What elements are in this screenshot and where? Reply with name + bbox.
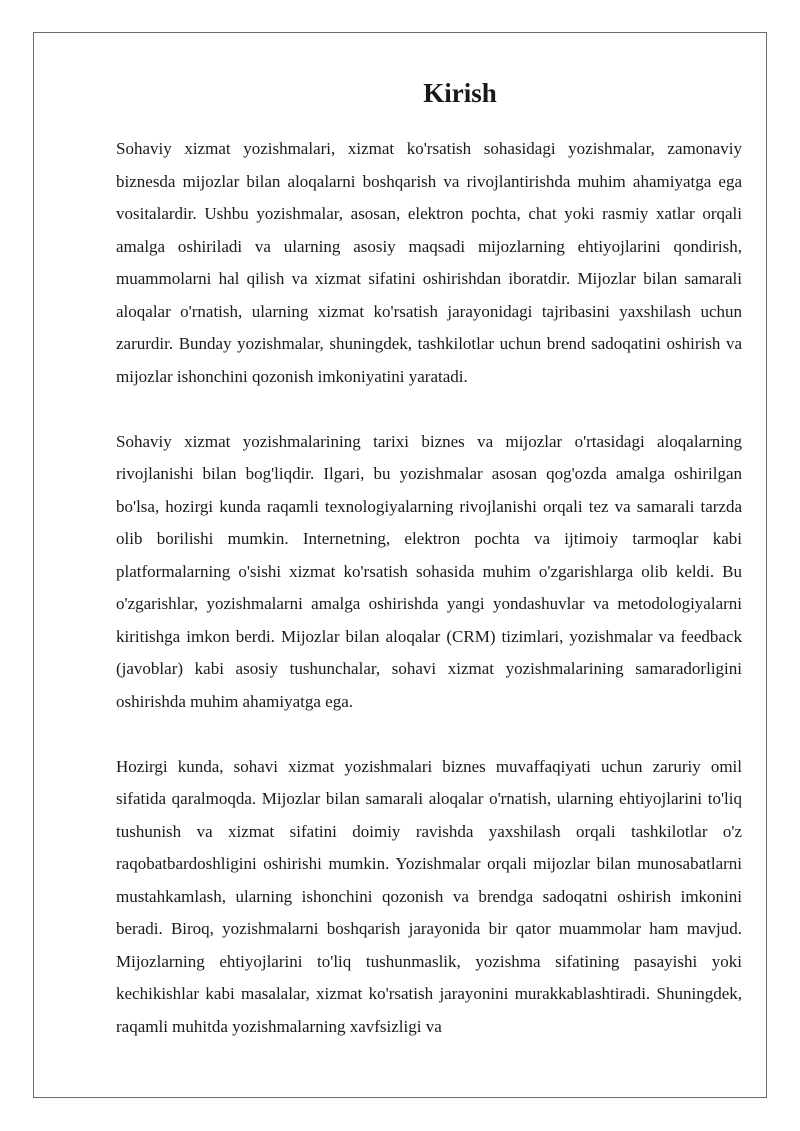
- paragraph-1: Sohaviy xizmat yozishmalari, xizmat ko'rsatish sohasidagi yozishmalar, zamonaviy biznesda mijozlar bilan aloqalarni boshqarish va rivojlantirishda muhim ahamiyatga ega vositalardir. Ushbu yozishmalar, asosan, elektron pochta, chat yoki rasmiy xatlar orqali amalga oshiriladi va ularning asosiy maqsadi mijozlarning ehtiyojlarini qondirish, muammolarni hal qilish va xizmat sifatini oshirishdan iboratdir. Mijozlar bilan samarali aloqalar o'rnatish, ularning xizmat ko'rsatish jarayonidagi tajribasini yaxshilash uchun zarurdir. Bunday yozishmalar, shuningdek, tashkilotlar uchun brend sadoqatini oshirish va mijozlar ishonchini qozonish imkoniyatini yaratadi.: [116, 139, 742, 386]
- document-page: [33, 32, 767, 1098]
- page-content: [116, 73, 742, 1076]
- paragraph-3: Hozirgi kunda, sohavi xizmat yozishmalari biznes muvaffaqiyati uchun zaruriy omil sifatida qaralmoqda. Mijozlar bilan samarali aloqalar o'rnatish, ularning ehtiyojlarini to'liq tushunish va xizmat sifatini doimiy ravishda yaxshilash orqali tashkilotlar o'z raqobatbardoshligini oshirishi mumkin. Yozishmalar orqali mijozlar bilan munosabatlarni mustahkamlash, ularning ishonchini qozonish va brendga sadoqatni oshirish imkonini beradi. Biroq, yozishmalarni boshqarish jarayonida bir qator muammolar ham mavjud. Mijozlarning ehtiyojlarini to'liq tushunmaslik, yozishma sifatining pasayishi yoki kechikishlar kabi masalalar, xizmat ko'rsatish jarayonini murakkablashtiradi. Shuningdek, raqamli muhitda yozishmalarning xavfsizligi va: [116, 756, 742, 1036]
- page-title: Kirish: [423, 78, 497, 108]
- paragraph-2: Sohaviy xizmat yozishmalarining tarixi biznes va mijozlar o'rtasidagi aloqalarning rivojlanishi bilan bog'liqdir. Ilgari, bu yozishmalar asosan qog'ozda amalga oshirilgan bo'lsa, hozirgi kunda raqamli texnologiyalarning rivojlanishi orqali tez va samarali tarzda olib borilishi mumkin. Internetning, elektron pochta va ijtimoiy tarmoqlar kabi platformalarning o'sishi xizmat ko'rsatish sohasida muhim o'zgarishlarga olib keldi. Bu o'zgarishlar, yozishmalarni amalga oshirishda yangi yondashuvlar va metodologiyalarni kiritishga imkon berdi. Mijozlar bilan aloqalar (CRM) tizimlari, yozishmalar va feedback (javoblar) kabi asosiy tushunchalar, sohavi xizmat yozishmalarining samaradorligini oshirishda muhim ahamiyatga ega.: [116, 431, 742, 711]
